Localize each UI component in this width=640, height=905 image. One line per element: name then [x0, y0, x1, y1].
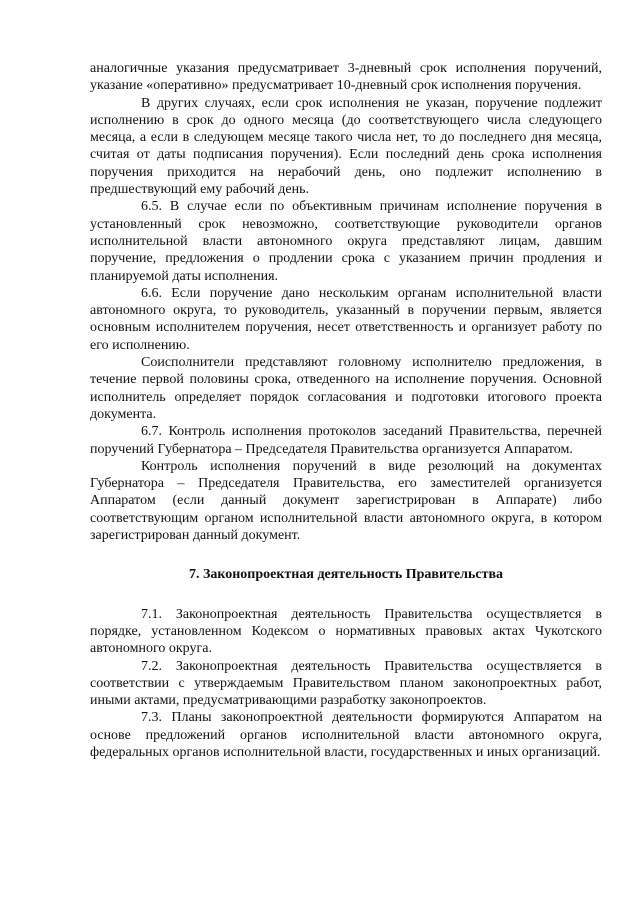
paragraph-co-executors: Соисполнители представляют головному исполнителю предложения, в течение первой половины срока, отведенного на исполнение поручения. Основной исполнитель определяет порядок согласования и подготовки итогового проекта документа.: [90, 355, 602, 422]
paragraph-6-6: 6.6. Если поручение дано нескольким органам исполнительной власти автономного округа, то руководитель, указанный в поручении первым, является основным исполнителем поручения, несет ответственность и организует работу по его исполнению.: [90, 285, 602, 353]
paragraph-7-3: 7.3. Планы законопроектной деятельности формируются Аппаратом на основе предложений органов исполнительной власти автономного округа, федеральных органов исполнительной власти, государственных и иных организаций.: [90, 710, 602, 760]
paragraph-continuation: аналогичные указания предусматривает 3-дневный срок исполнения поручений, указание «оперативно» предусматривает 10-дневный срок исполнения поручения.: [90, 61, 602, 94]
section-heading: 7. Законопроектная деятельность Правительства: [188, 567, 504, 583]
paragraph-6-7: 6.7. Контроль исполнения протоколов заседаний Правительства, перечней поручений Губернатора – Председателя Правительства организуется Аппаратом.: [90, 424, 602, 457]
paragraph-7-2: 7.2. Законопроектная деятельность Правительства осуществляется в соответствии с утверждаемым Правительством планом законопроектных работ, иными актами, предусматривающими разработку законопроектов.: [90, 658, 602, 709]
paragraph-resolution-control: Контроль исполнения поручений в виде резолюций на документах Губернатора – Председателя Правительства, его заместителей организуется Аппаратом (если данный документ зарегистрирован в Аппарате) либо соответствующим органом исполнительной власти автономного округа, в котором зарегистрирован данный документ.: [90, 458, 602, 544]
paragraph-6-5: 6.5. В случае если по объективным причинам исполнение поручения в установленный срок невозможно, соответствующие руководители органов исполнительной власти автономного округа представляют лицам, давшим поручение, предложения о продлении срока с указанием причин продления и планируемой даты исполнения.: [90, 199, 602, 284]
paragraph-deadline-default: В других случаях, если срок исполнения не указан, поручение подлежит исполнению в срок до одного месяца (до соответствующего числа следующего месяца, а если в следующем месяце такого числа нет, то до последнего дня месяца, считая от даты подписания поручения). Если последний день срока исполнения поручения приходится на нерабочий день, оно подлежит исполнению в предшествующий ему рабочий день.: [90, 95, 602, 198]
paragraph-7-1: 7.1. Законопроектная деятельность Правительства осуществляется в порядке, установленном Кодексом о нормативных правовых актах Чукотского автономного округа.: [90, 606, 602, 657]
